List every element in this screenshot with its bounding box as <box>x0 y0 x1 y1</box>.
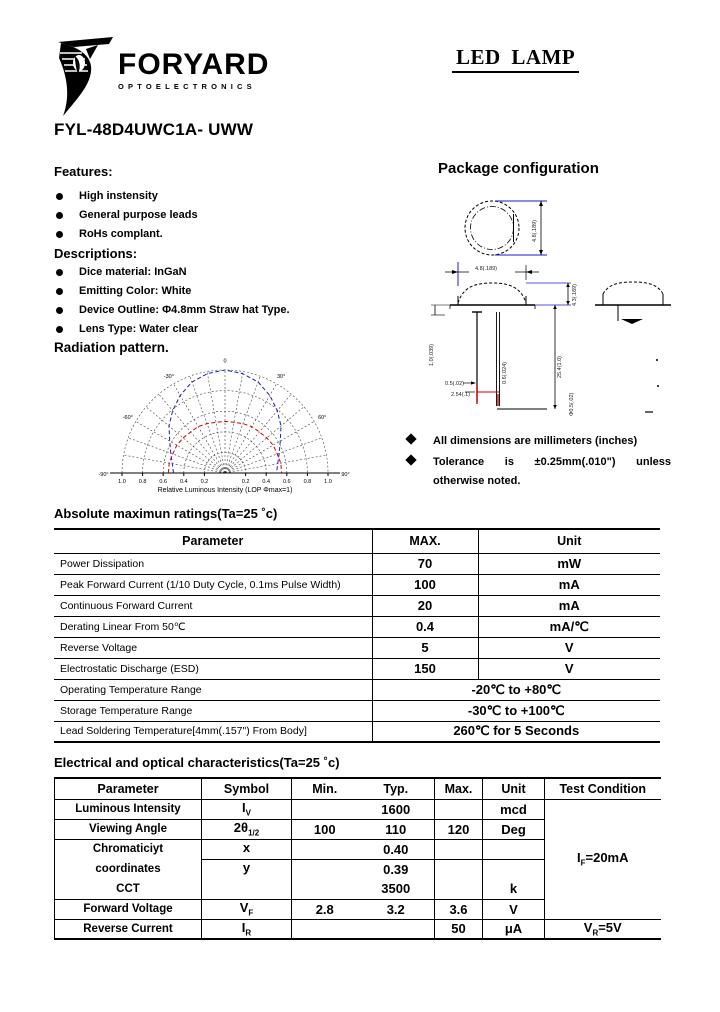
svg-text:30°: 30° <box>276 373 286 380</box>
electrical-table <box>54 777 661 940</box>
svg-text:1.0: 1.0 <box>118 479 126 485</box>
test-condition-cell: $I_F=20mA$ <box>545 799 661 919</box>
svg-text:0.8: 0.8 <box>138 479 147 485</box>
param-cell: Lead Soldering Temperature[4mm(.157") From Body] <box>54 721 372 742</box>
test-condition-cell: $V_R=5V$ <box>545 919 661 939</box>
bullet-icon <box>56 326 63 333</box>
unit-cell: μA <box>483 919 545 939</box>
svg-text:0.4: 0.4 <box>262 479 271 485</box>
list-item <box>54 304 394 317</box>
unit-cell: mA <box>478 574 660 595</box>
svg-text:0.2: 0.2 <box>241 479 250 485</box>
doc-title-wrap <box>452 45 579 70</box>
typ-cell: 3500 <box>358 879 435 899</box>
list-item <box>54 228 394 241</box>
col-header-typ: Typ. <box>358 778 435 799</box>
param-cell: coordinates <box>55 859 202 879</box>
unit-cell <box>483 859 545 879</box>
svg-text:1.0: 1.0 <box>324 479 332 485</box>
max-cell <box>435 859 483 879</box>
param-cell: Electrostatic Discharge (ESD) <box>54 658 372 679</box>
col-header-unit: Unit <box>478 529 660 553</box>
part-number: FYL-48D4UWC1A- UWW <box>54 120 254 139</box>
table-row <box>54 574 660 595</box>
package-title: Package configuration <box>438 160 599 177</box>
max-cell: 0.4 <box>372 616 478 637</box>
min-cell <box>292 879 358 899</box>
table-row <box>54 721 660 742</box>
list-item <box>54 209 394 222</box>
max-cell: 5 <box>372 637 478 658</box>
note-item <box>403 432 671 451</box>
page-title: LED LAMP <box>452 45 579 73</box>
electrical-title: Electrical and optical characteristics(Ta=25 ˚c) <box>54 755 340 770</box>
unit-cell: mA <box>478 595 660 616</box>
dim-label: 0.5(.02) <box>445 381 464 387</box>
param-cell: Operating Temperature Range <box>54 679 372 700</box>
bullet-icon <box>56 193 63 200</box>
dim-label: 0.6(.024) <box>502 361 508 384</box>
max-cell <box>435 839 483 859</box>
max-cell: 120 <box>435 819 483 839</box>
param-cell: CCT <box>55 879 202 899</box>
svg-text:0.6: 0.6 <box>282 479 291 485</box>
description-text: Dice material: InGaN <box>79 266 187 278</box>
note-item <box>403 453 671 491</box>
typ-cell: 1600 <box>358 799 435 819</box>
table-header-row <box>54 529 660 553</box>
col-header-unit: Unit <box>483 778 545 799</box>
descriptions-title: Descriptions: <box>54 246 138 261</box>
svg-text:-90°: -90° <box>98 472 109 478</box>
dim-label: Φ0.5(.02) <box>569 392 575 416</box>
table-row <box>55 799 661 819</box>
description-text: Lens Type: Water clear <box>79 323 199 335</box>
diamond-bullet-icon <box>405 433 416 444</box>
bullet-icon <box>56 212 63 219</box>
svg-text:0.8: 0.8 <box>303 479 312 485</box>
description-text: Emitting Color: White <box>79 285 192 297</box>
param-cell: Forward Voltage <box>55 899 202 919</box>
radiation-pattern-chart <box>85 356 365 500</box>
typ-cell <box>358 919 435 939</box>
max-cell: 50 <box>435 919 483 939</box>
param-cell: Peak Forward Current (1/10 Duty Cycle, 0.1ms Pulse Width) <box>54 574 372 595</box>
brand-block <box>118 50 269 91</box>
unit-cell: V <box>478 637 660 658</box>
col-header-parameter: Parameter <box>55 778 202 799</box>
symbol-cell: $I_V$ <box>202 799 292 819</box>
dim-label: 4.8(.189) <box>532 219 538 242</box>
table-row <box>55 919 661 939</box>
max-cell: 150 <box>372 658 478 679</box>
max-cell <box>435 799 483 819</box>
table-row <box>54 658 660 679</box>
table-row <box>54 637 660 658</box>
col-header-max: Max. <box>435 778 483 799</box>
unit-cell: V <box>483 899 545 919</box>
table-row <box>54 595 660 616</box>
abs-ratings-title: Absolute maximun ratings(Ta=25 ˚c) <box>54 506 278 521</box>
param-cell: Reverse Voltage <box>54 637 372 658</box>
col-header-test-condition: Test Condition <box>545 778 661 799</box>
list-item <box>54 323 394 336</box>
dimension-notes <box>403 432 671 497</box>
dim-label: 4.8(.189) <box>475 266 498 272</box>
value-cell: -20℃ to +80℃ <box>372 679 660 700</box>
param-cell: Storage Temperature Range <box>54 700 372 721</box>
bullet-icon <box>56 307 63 314</box>
unit-cell <box>483 839 545 859</box>
feature-text: RoHs complant. <box>79 228 163 240</box>
table-header-row <box>55 778 661 799</box>
symbol-cell: $I_R$ <box>202 919 292 939</box>
radiation-title: Radiation pattern. <box>54 340 169 355</box>
list-item <box>54 266 394 279</box>
note-text: All dimensions are millimeters (inches) <box>433 435 638 447</box>
min-cell <box>292 919 358 939</box>
min-cell <box>292 859 358 879</box>
value-cell: 260℃ for 5 Seconds <box>372 721 660 742</box>
symbol-cell: y <box>202 859 292 879</box>
side-view <box>595 282 671 412</box>
param-cell: Reverse Current <box>55 919 202 939</box>
svg-text:0.4: 0.4 <box>179 479 188 485</box>
max-cell <box>435 879 483 899</box>
col-header-max: MAX. <box>372 529 478 553</box>
max-cell: 100 <box>372 574 478 595</box>
dim-label: 2.54(.1) <box>451 392 470 398</box>
description-text: Device Outline: Φ4.8mm Straw hat Type. <box>79 304 290 316</box>
table-row <box>54 553 660 574</box>
svg-text:0.2: 0.2 <box>200 479 209 485</box>
top-view <box>465 201 547 255</box>
dim-label: 25.4(1.0) <box>557 355 563 378</box>
max-cell: 20 <box>372 595 478 616</box>
bullet-icon <box>56 288 63 295</box>
unit-cell: mA/℃ <box>478 616 660 637</box>
svg-text:0: 0 <box>223 358 227 365</box>
svg-text:90°: 90° <box>341 472 350 478</box>
svg-text:Relative Luminous Intensity (L: Relative Luminous Intensity (LOP Φmax=1) <box>157 487 293 494</box>
param-cell: Derating Linear From 50℃ <box>54 616 372 637</box>
param-cell: Power Dissipation <box>54 553 372 574</box>
table-row <box>54 616 660 637</box>
svg-text:0.6: 0.6 <box>159 479 168 485</box>
param-cell: Viewing Angle <box>55 819 202 839</box>
svg-text:-60°: -60° <box>122 414 133 421</box>
unit-cell: V <box>478 658 660 679</box>
svg-text:60°: 60° <box>318 414 327 421</box>
list-item <box>54 285 394 298</box>
symbol-cell: $V_F$ <box>202 899 292 919</box>
unit-cell: mW <box>478 553 660 574</box>
col-header-symbol: Symbol <box>202 778 292 799</box>
dim-label: 1.0(.039) <box>429 343 435 366</box>
diamond-bullet-icon <box>405 454 416 465</box>
col-header-parameter: Parameter <box>54 529 372 553</box>
descriptions-list <box>54 266 394 342</box>
param-cell: Chromaticiyt <box>55 839 202 859</box>
unit-cell: k <box>483 879 545 899</box>
param-cell: Continuous Forward Current <box>54 595 372 616</box>
feature-text: High instensity <box>79 190 158 202</box>
min-cell <box>292 799 358 819</box>
svg-text:-30°: -30° <box>163 373 174 380</box>
unit-cell: Deg <box>483 819 545 839</box>
front-view <box>429 262 578 416</box>
typ-cell: 0.39 <box>358 859 435 879</box>
features-title: Features: <box>54 164 113 179</box>
value-cell: -30℃ to +100℃ <box>372 700 660 721</box>
symbol-cell: $2\theta_{1/2}$ <box>202 819 292 839</box>
typ-cell: 0.40 <box>358 839 435 859</box>
typ-cell: 3.2 <box>358 899 435 919</box>
table-row <box>54 700 660 721</box>
feature-text: General purpose leads <box>79 209 198 221</box>
unit-cell: mcd <box>483 799 545 819</box>
table-row <box>54 679 660 700</box>
bullet-icon <box>56 231 63 238</box>
abs-ratings-table <box>54 528 660 743</box>
brand-name: FORYARD <box>118 48 270 81</box>
dim-label: 4.3(.169) <box>572 283 578 306</box>
min-cell: 2.8 <box>292 899 358 919</box>
features-list <box>54 190 394 247</box>
foryard-logo-icon <box>52 36 116 118</box>
note-text: Tolerance is ±0.25mm(.010") unless otherwise noted. <box>433 456 671 487</box>
symbol-cell: x <box>202 839 292 859</box>
brand-subtitle: OPTOELECTRONICS <box>118 82 256 91</box>
list-item <box>54 190 394 203</box>
bullet-icon <box>56 269 63 276</box>
package-drawing <box>425 188 685 428</box>
col-header-min: Min. <box>292 778 358 799</box>
min-cell <box>292 839 358 859</box>
symbol-cell <box>202 879 292 899</box>
max-cell: 3.6 <box>435 899 483 919</box>
typ-cell: 110 <box>358 819 435 839</box>
max-cell: 70 <box>372 553 478 574</box>
param-cell: Luminous Intensity <box>55 799 202 819</box>
min-cell: 100 <box>292 819 358 839</box>
